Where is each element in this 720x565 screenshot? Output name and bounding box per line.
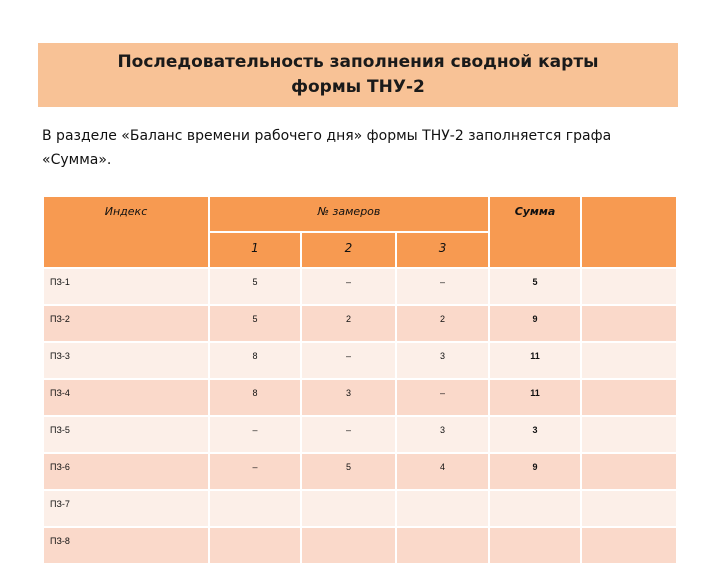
cell-index: ПЗ-8 [43, 527, 209, 564]
cell-sum: 5 [489, 268, 581, 305]
table-row [43, 268, 677, 305]
header-measurement-3: 3 [396, 232, 489, 268]
cell-sum: 11 [489, 379, 581, 416]
cell-measurement-2 [301, 527, 396, 564]
cell-sum: 3 [489, 416, 581, 453]
table-row [43, 453, 677, 490]
cell-extra [581, 453, 677, 490]
summary-table [42, 195, 678, 565]
cell-measurement-1: 8 [209, 379, 301, 416]
cell-measurement-1: – [209, 416, 301, 453]
cell-measurement-3: 4 [396, 453, 489, 490]
table-row [43, 305, 677, 342]
cell-measurement-1 [209, 490, 301, 527]
header-measurements: № замеров [209, 196, 489, 232]
cell-index: ПЗ-7 [43, 490, 209, 527]
cell-index: ПЗ-2 [43, 305, 209, 342]
cell-measurement-2: 5 [301, 453, 396, 490]
cell-measurement-3 [396, 490, 489, 527]
cell-measurement-2: 3 [301, 379, 396, 416]
intro-paragraph: В разделе «Баланс времени рабочего дня» формы ТНУ-2 заполняется графа «Сумма». [42, 128, 612, 168]
cell-index: ПЗ-1 [43, 268, 209, 305]
cell-measurement-1: – [209, 453, 301, 490]
cell-measurement-3 [396, 527, 489, 564]
cell-measurement-2: – [301, 268, 396, 305]
cell-measurement-1: 5 [209, 268, 301, 305]
cell-extra [581, 305, 677, 342]
cell-index: ПЗ-3 [43, 342, 209, 379]
cell-measurement-3: – [396, 268, 489, 305]
cell-extra [581, 379, 677, 416]
header-sum: Сумма [489, 196, 581, 268]
cell-extra [581, 527, 677, 564]
cell-measurement-2 [301, 490, 396, 527]
cell-sum [489, 490, 581, 527]
table-row [43, 490, 677, 527]
cell-extra [581, 490, 677, 527]
cell-sum: 9 [489, 453, 581, 490]
cell-measurement-2: – [301, 342, 396, 379]
cell-extra [581, 416, 677, 453]
title-band [38, 43, 678, 107]
table-header-row-1 [43, 196, 677, 232]
header-measurement-2: 2 [301, 232, 396, 268]
table-row [43, 416, 677, 453]
page-title-line-1: Последовательность заполнения сводной карты [117, 52, 599, 72]
table-row [43, 342, 677, 379]
cell-measurement-1: 8 [209, 342, 301, 379]
header-extra [581, 196, 677, 268]
cell-index: ПЗ-5 [43, 416, 209, 453]
cell-index: ПЗ-4 [43, 379, 209, 416]
header-index: Индекс [43, 196, 209, 268]
cell-measurement-2: 2 [301, 305, 396, 342]
cell-extra [581, 268, 677, 305]
cell-index: ПЗ-6 [43, 453, 209, 490]
cell-sum: 11 [489, 342, 581, 379]
table-row [43, 527, 677, 564]
header-measurement-1: 1 [209, 232, 301, 268]
cell-measurement-1: 5 [209, 305, 301, 342]
cell-measurement-2: – [301, 416, 396, 453]
cell-measurement-3: – [396, 379, 489, 416]
cell-measurement-3: 3 [396, 416, 489, 453]
table-row [43, 379, 677, 416]
cell-sum: 9 [489, 305, 581, 342]
cell-measurement-3: 3 [396, 342, 489, 379]
cell-sum [489, 527, 581, 564]
page-title-line-2: формы ТНУ-2 [291, 77, 425, 97]
cell-measurement-3: 2 [396, 305, 489, 342]
cell-extra [581, 342, 677, 379]
cell-measurement-1 [209, 527, 301, 564]
